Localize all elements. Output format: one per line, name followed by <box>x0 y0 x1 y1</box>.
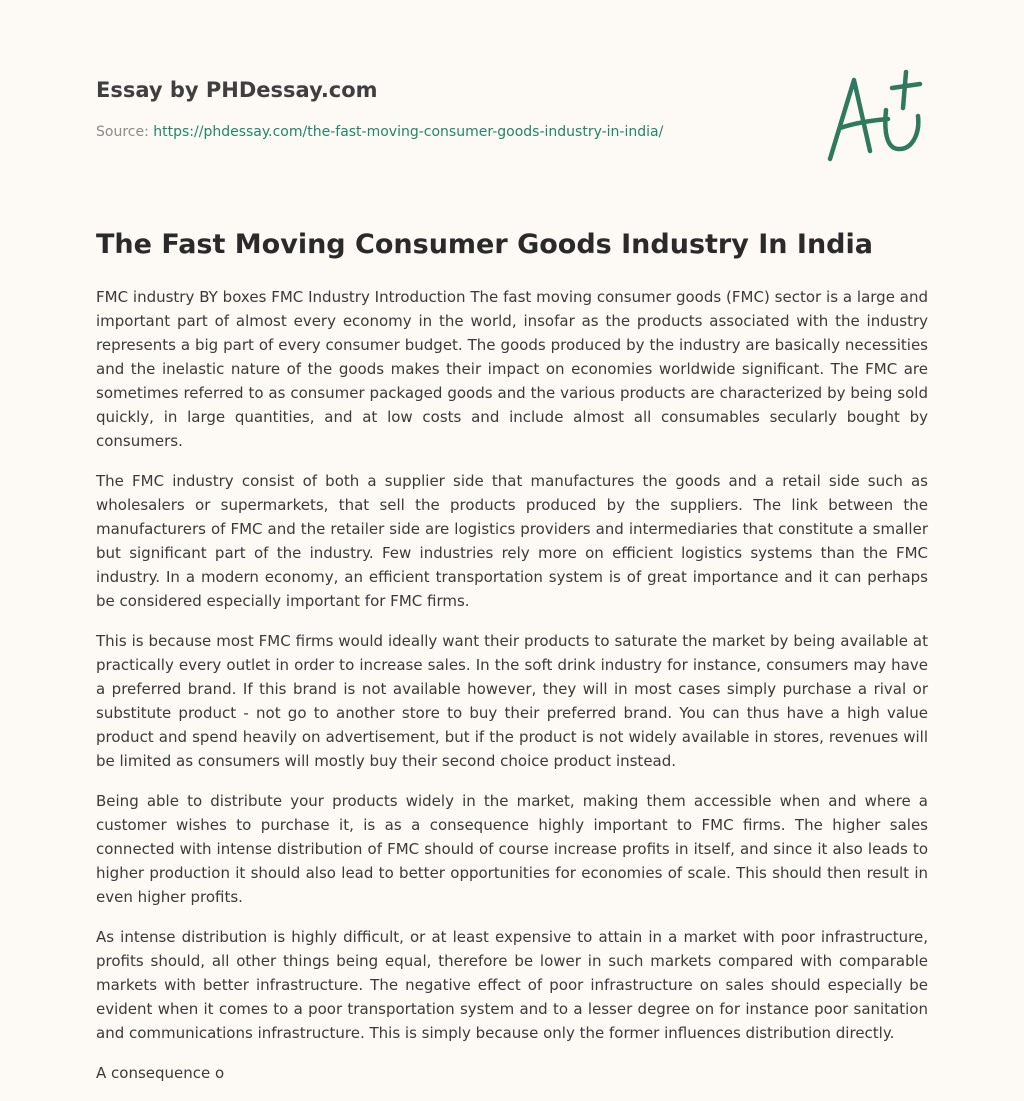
essay-paragraph: FMC industry BY boxes FMC Industry Introduction The fast moving consumer goods (FMC) sector is a large and important part of almost every economy in the world, insofar as the products associated with the industry represents a big part of every consumer budget. The goods produced by the industry are basically necessities and the inelastic nature of the goods makes their impact on economies worldwide significant. The FMC are sometimes referred to as consumer packaged goods and the various products are characterized by being sold quickly, in large quantities, and at low costs and include almost all consumables secularly bought by consumers. <box>96 288 928 450</box>
essay-paragraph: The FMC industry consist of both a supplier side that manufactures the goods and a retail side such as wholesalers or supermarkets, that sell the products produced by the suppliers. The link between the manufacturers of FMC and the retailer side are logistics providers and intermediaries that constitute a smaller but significant part of the industry. Few industries rely more on efficient logistics systems than the FMC industry. In a modern economy, an efficient transportation system is of great importance and it can perhaps be considered especially important for FMC firms. <box>96 472 928 610</box>
essay-title: The Fast Moving Consumer Goods Industry In India <box>96 229 873 260</box>
a-plus-icon <box>818 66 930 166</box>
essay-paragraph: As intense distribution is highly difficult, or at least expensive to attain in a market with poor infrastructure, profits should, all other things being equal, therefore be lower in such markets compared with comparable markets with better infrastructure. The negative effect of poor infrastructure on sales should especially be evident when it comes to a poor transportation system and to a lesser degree on for instance poor sanitation and communications infrastructure. This is simply because only the former influences distribution directly. <box>96 928 928 1042</box>
source-link[interactable]: https://phdessay.com/the-fast-moving-consumer-goods-industry-in-india/ <box>153 124 664 140</box>
essay-body <box>96 285 928 1101</box>
source-line <box>96 122 796 142</box>
essay-header <box>96 76 796 142</box>
brand-title: Essay by PHDessay.com <box>96 78 378 102</box>
source-label: Source: <box>96 124 149 140</box>
essay-paragraph: This is because most FMC firms would ideally want their products to saturate the market by being available at practically every outlet in order to increase sales. In the soft drink industry for instance, consumers may have a preferred brand. If this brand is not available however, they will in most cases simply purchase a rival or substitute product - not go to another store to buy their preferred brand. You can thus have a high value product and spend heavily on advertisement, but if the product is not widely available in stores, revenues will be limited as consumers will mostly buy their second choice product instead. <box>96 632 928 770</box>
essay-paragraph-truncated: A consequence o <box>96 1064 225 1082</box>
essay-paragraph: Being able to distribute your products widely in the market, making them accessible when and where a customer wishes to purchase it, is as a consequence highly important to FMC firms. The higher sales connected with intense distribution of FMC should of course increase profits in itself, and since it also leads to higher production it should also lead to better opportunities for economies of scale. This should then result in even higher profits. <box>96 792 928 906</box>
